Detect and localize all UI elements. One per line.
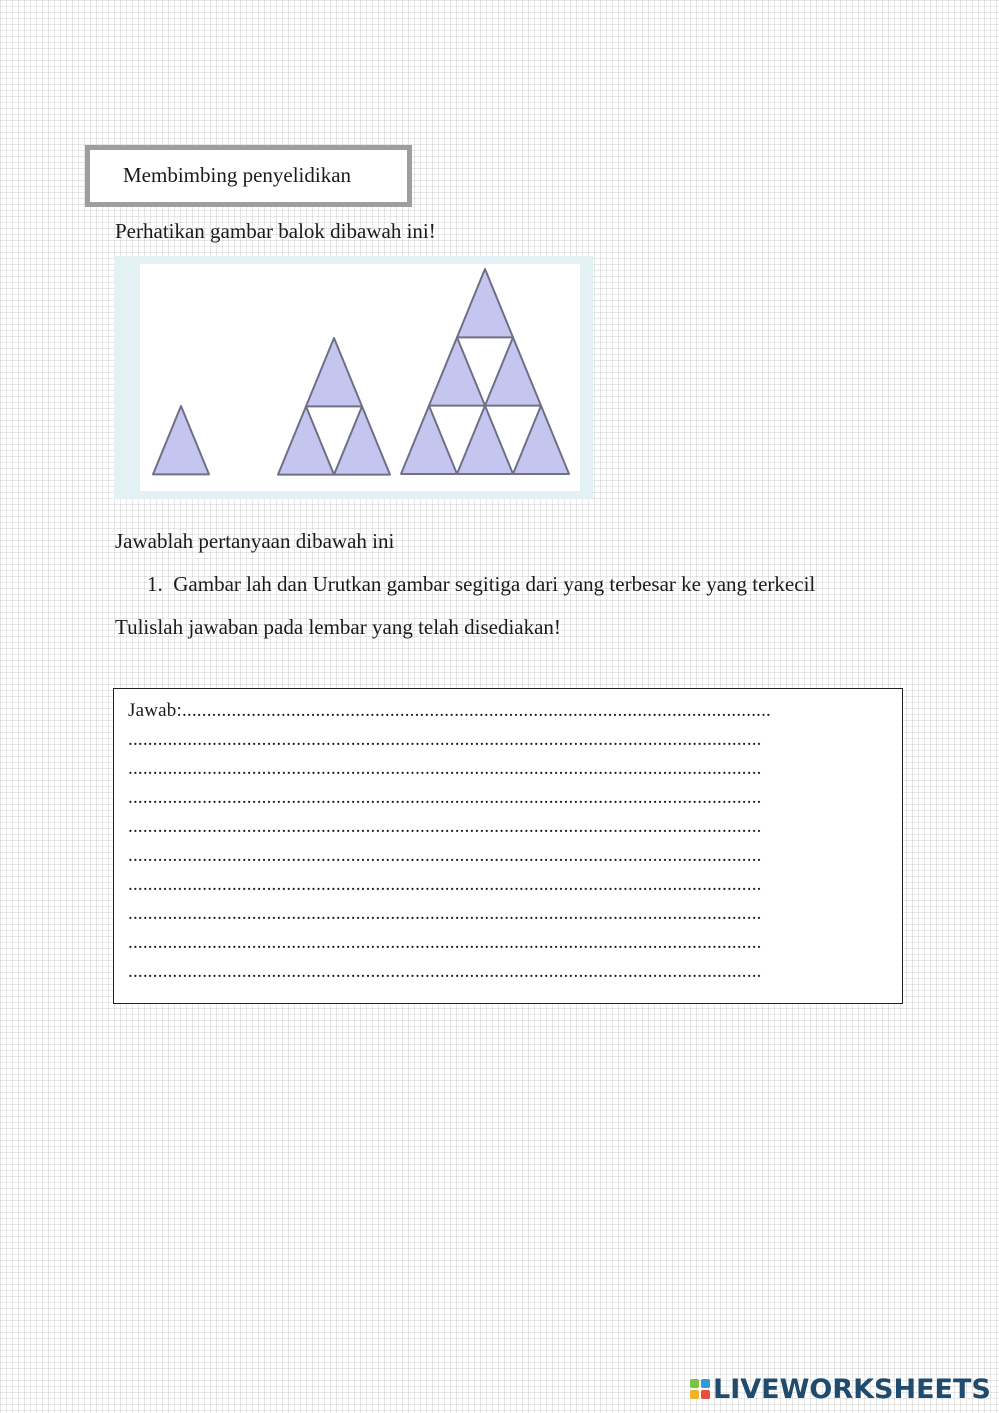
logo-square-icon — [690, 1390, 699, 1399]
answer-line[interactable]: ................................................................................................................................ — [128, 729, 762, 750]
answer-line[interactable]: ................................................................................................................................ — [128, 932, 762, 953]
answer-line[interactable]: ................................................................................................................................ — [128, 961, 762, 982]
liveworksheets-logo-icon — [690, 1379, 710, 1399]
answer-line[interactable]: ................................................................................................................................ — [128, 903, 762, 924]
question-intro: Jawablah pertanyaan dibawah ini — [115, 529, 395, 553]
question-text: Gambar lah dan Urutkan gambar segitiga dari yang terbesar ke yang terkecil — [173, 572, 816, 596]
section-title: Membimbing penyelidikan — [123, 163, 352, 187]
logo-square-icon — [701, 1379, 710, 1388]
answer-line[interactable]: Jawab:....................................................................................................................... — [128, 700, 772, 721]
logo-square-icon — [690, 1379, 699, 1388]
logo-text: LIVEWORKSHEETS — [713, 1373, 991, 1405]
section-header-box — [85, 145, 412, 207]
write-instruction: Tulislah jawaban pada lembar yang telah disediakan! — [115, 615, 561, 639]
answer-line[interactable]: ................................................................................................................................ — [128, 845, 762, 866]
instruction-text: Perhatikan gambar balok dibawah ini! — [115, 219, 436, 243]
answer-line[interactable]: ................................................................................................................................ — [128, 816, 762, 837]
answer-line[interactable]: ................................................................................................................................ — [128, 874, 762, 895]
liveworksheets-logo — [690, 1373, 991, 1405]
answer-line[interactable]: ................................................................................................................................ — [128, 758, 762, 779]
triangle-pattern-image — [114, 256, 593, 499]
question-item-1 — [147, 572, 815, 597]
answer-box[interactable] — [113, 688, 903, 1004]
question-number: 1. — [147, 572, 163, 596]
answer-line[interactable]: ................................................................................................................................ — [128, 787, 762, 808]
triangle-figure — [114, 256, 593, 499]
logo-square-icon — [701, 1390, 710, 1399]
